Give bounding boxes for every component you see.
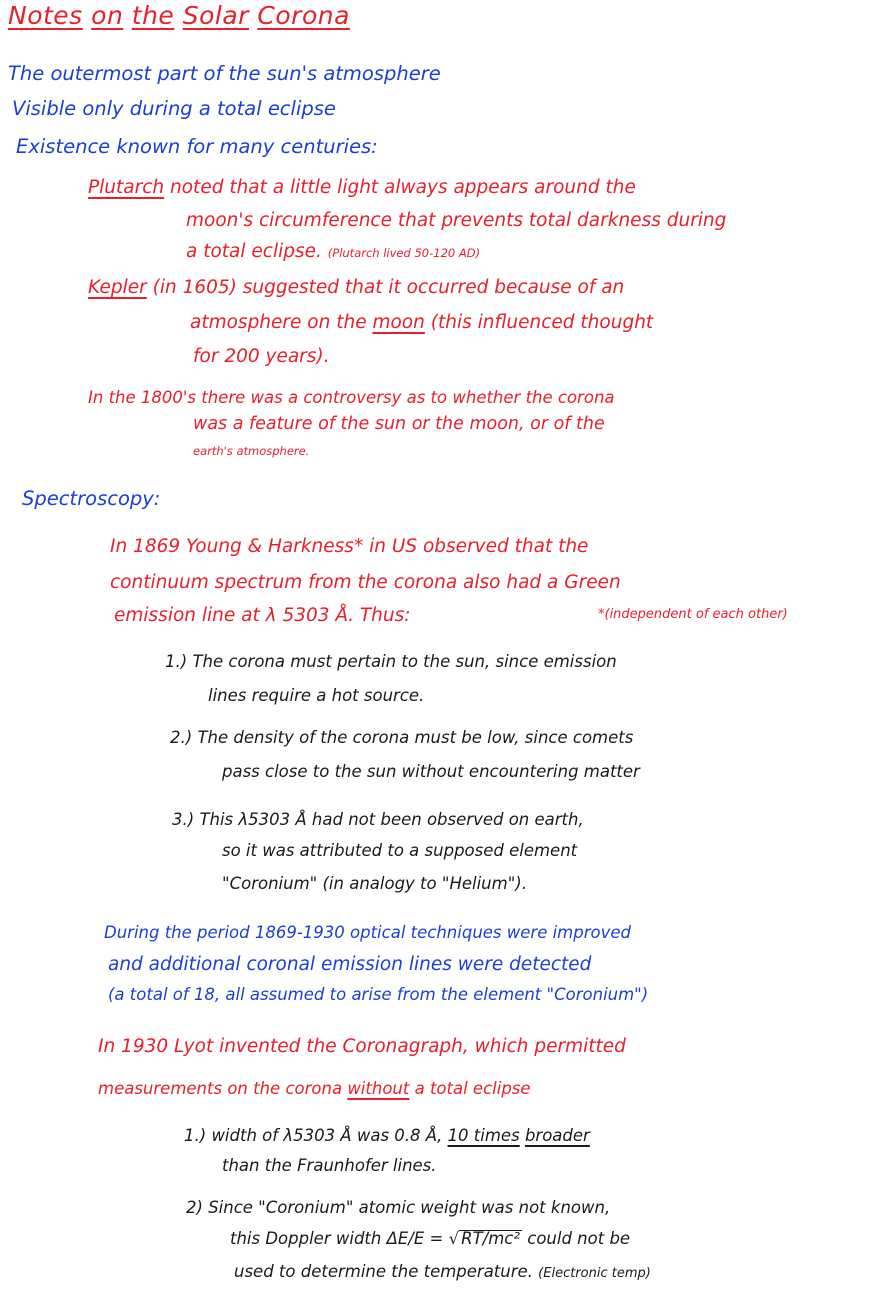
spectroscopy-item-cont: so it was attributed to a supposed element — [222, 841, 578, 860]
spectroscopy-item-cont: pass close to the sun without encountering matter — [222, 762, 640, 781]
kepler-line: for 200 years). — [193, 346, 330, 367]
lyot-item: 1.) width of λ5303 Å was 0.8 Å, 10 times broader — [184, 1126, 590, 1145]
kepler-name: Kepler — [88, 277, 147, 298]
controversy-line: earth's atmosphere. — [193, 444, 310, 458]
spectroscopy-line: emission line at λ 5303 Å. Thus: — [114, 605, 411, 626]
lyot-item-cont: this Doppler width ΔE/E = √ RT/mc² could not be — [230, 1229, 631, 1248]
spectroscopy-line: In 1869 Young & Harkness* in US observed that the — [110, 536, 589, 557]
controversy-line: was a feature of the sun or the moon, or of the — [193, 414, 605, 434]
spectroscopy-line: continuum spectrum from the corona also had a Green — [110, 572, 621, 593]
plutarch-note: (Plutarch lived 50-120 AD) — [327, 246, 481, 260]
spectroscopy-item-cont: "Coronium" (in analogy to "Helium"). — [222, 874, 527, 893]
page-title: Notes on the Solar Corona — [8, 1, 350, 30]
lyot-line: measurements on the corona without a total eclipse — [98, 1079, 531, 1098]
plutarch-name: Plutarch — [88, 177, 165, 198]
footnote: *(independent of each other) — [598, 607, 788, 622]
period-line: and additional coronal emission lines were detected — [108, 954, 592, 975]
spectroscopy-item-cont: lines require a hot source. — [208, 686, 425, 705]
plutarch-line: a total eclipse. (Plutarch lived 50-120 AD) — [186, 241, 481, 262]
kepler-line: atmosphere on the moon (this influenced thought — [190, 312, 654, 333]
intro-line: The outermost part of the sun's atmosphere — [8, 62, 441, 85]
period-line: (a total of 18, all assumed to arise from the element "Coronium") — [108, 985, 649, 1004]
intro-line: Existence known for many centuries: — [16, 135, 378, 158]
lyot-line: In 1930 Lyot invented the Coronagraph, which permitted — [98, 1036, 626, 1057]
sqrt-expression: RT/mc² — [461, 1229, 520, 1248]
plutarch-line: moon's circumference that prevents total darkness during — [186, 210, 727, 231]
plutarch-line: Plutarch noted that a little light always appears around the — [88, 177, 636, 198]
controversy-line: In the 1800's there was a controversy as to whether the corona — [88, 388, 615, 407]
spectroscopy-heading: Spectroscopy: — [22, 487, 161, 510]
kepler-line: Kepler (in 1605) suggested that it occurred because of an — [88, 277, 625, 298]
period-line: During the period 1869-1930 optical techniques were improved — [104, 923, 631, 942]
spectroscopy-item: 3.) This λ5303 Å had not been observed on earth, — [172, 810, 584, 829]
lyot-item: 2) Since "Coronium" atomic weight was not known, — [186, 1198, 611, 1217]
intro-line: Visible only during a total eclipse — [12, 97, 336, 120]
spectroscopy-item: 1.) The corona must pertain to the sun, since emission — [165, 652, 617, 671]
lyot-item-cont: than the Fraunhofer lines. — [222, 1156, 437, 1175]
spectroscopy-item: 2.) The density of the corona must be low, since comets — [170, 728, 634, 747]
lyot-item-cont: used to determine the temperature. (Electronic temp) — [234, 1262, 651, 1281]
